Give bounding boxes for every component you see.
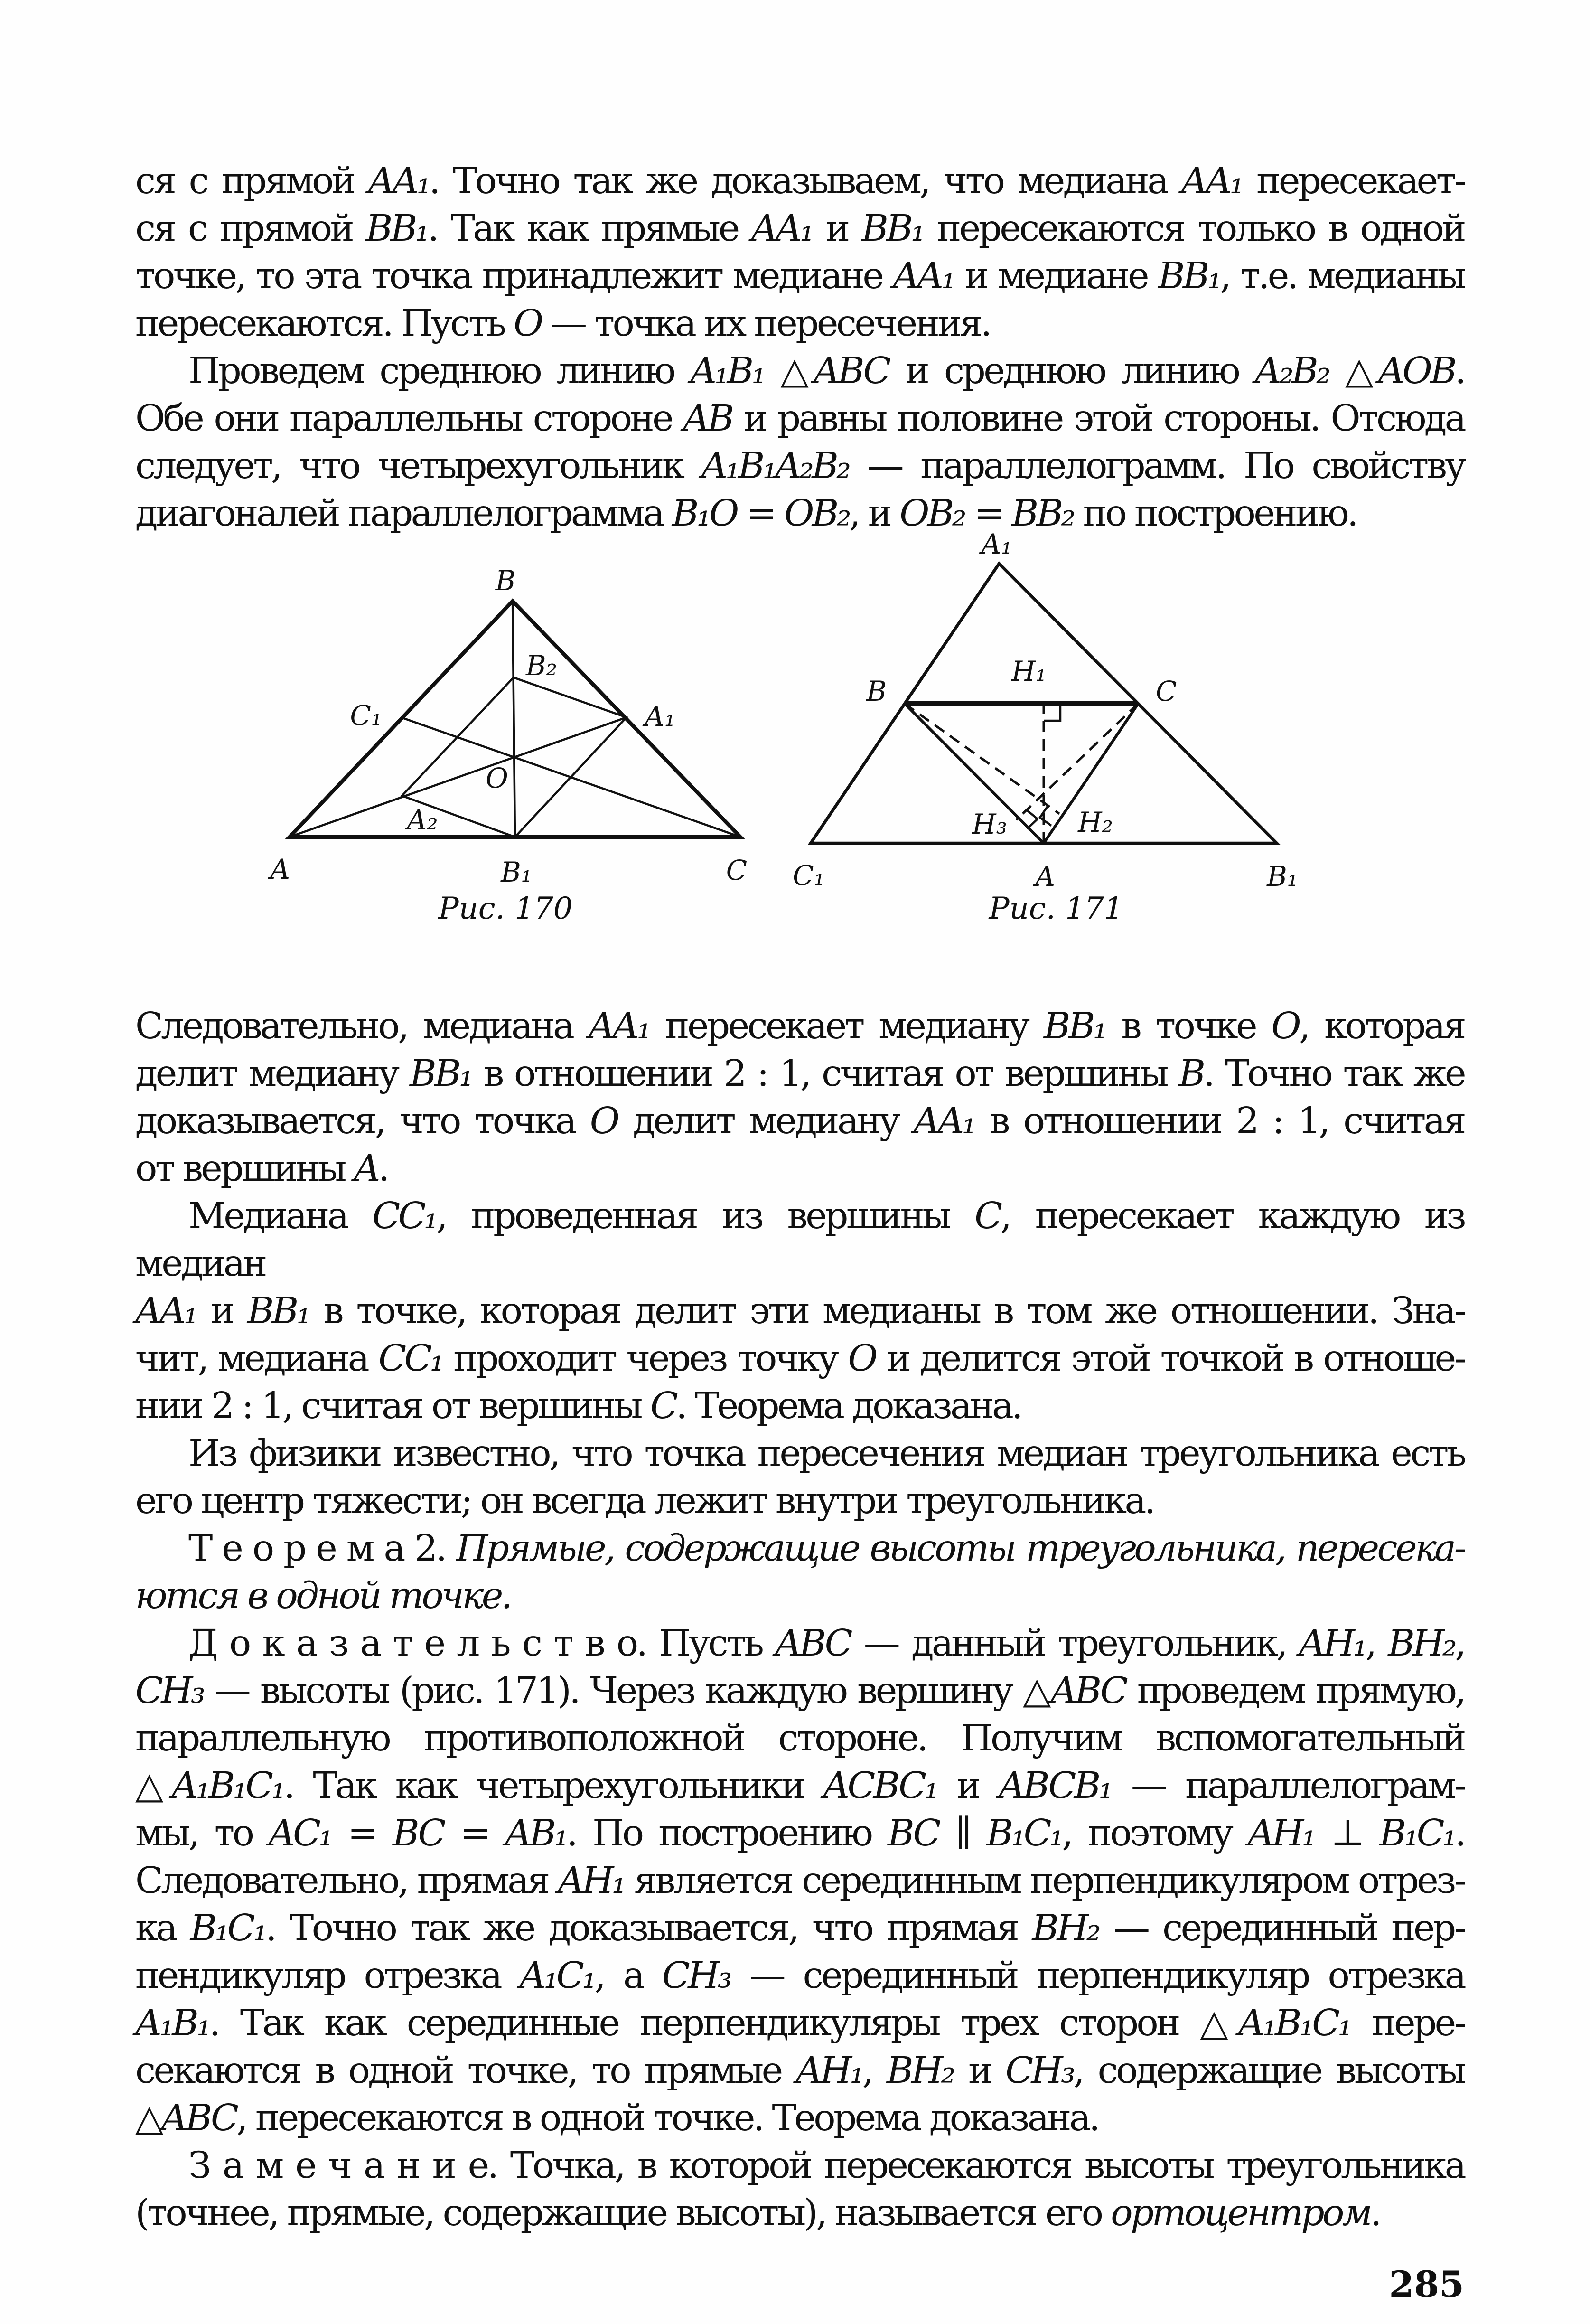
text-line xyxy=(135,1477,1464,1525)
text-run: △ xyxy=(135,1765,172,1807)
math-run: ABCB₁ xyxy=(999,1765,1111,1807)
text-line xyxy=(135,1383,1464,1430)
math-run: AH₁ xyxy=(1299,1622,1366,1665)
vertex-label-c1: C₁ xyxy=(793,859,825,892)
text-run: . Точно так же xyxy=(1203,1053,1464,1095)
math-run: ются в одной точке. xyxy=(135,1575,511,1617)
vertex-label-a2: A₂ xyxy=(407,804,438,836)
text-run: , xyxy=(1455,1622,1465,1665)
text-run: . Так как прямые xyxy=(427,207,752,250)
text-run: и xyxy=(936,1765,999,1807)
math-run: AB₁ xyxy=(505,1812,567,1854)
math-run: BH₂ xyxy=(1032,1907,1099,1949)
text-run: , а xyxy=(594,1955,662,1997)
text-run: — параллелограм- xyxy=(1111,1765,1464,1807)
text-run: и xyxy=(196,1290,247,1332)
math-run: CH₃ xyxy=(662,1955,730,1997)
math-run: AB xyxy=(683,397,732,440)
text-line xyxy=(135,1762,1464,1810)
math-run: BB₁ xyxy=(1158,255,1220,297)
text-run: ка xyxy=(135,1907,190,1949)
text-line xyxy=(135,1003,1464,1050)
text-run: . Так как четырехугольники xyxy=(283,1765,823,1807)
text-run: от вершины xyxy=(135,1148,354,1190)
math-run: AA₁ xyxy=(751,207,813,250)
text-run: является серединным перпендикуляром отрез- xyxy=(624,1860,1464,1902)
text-run: в отношении 2 : 1, считая xyxy=(974,1100,1464,1142)
math-run: CC₁ xyxy=(372,1195,437,1237)
math-run: C xyxy=(650,1385,676,1427)
text-run: , поэтому xyxy=(1062,1812,1248,1854)
text-line xyxy=(135,205,1464,253)
text-run: . Точно так же доказывается, что прямая xyxy=(265,1907,1032,1949)
text-line xyxy=(135,2000,1464,2047)
text-line xyxy=(135,1620,1464,1667)
math-run: ABC xyxy=(814,350,889,392)
text-run: в точке xyxy=(1105,1005,1272,1047)
math-run: AA₁ xyxy=(588,1005,649,1047)
math-run: A₁B₁A₂B₂ xyxy=(701,445,849,487)
text-run: — данный треугольник, xyxy=(850,1622,1299,1665)
text-run: пересекает- xyxy=(1242,160,1464,202)
text-run: , xyxy=(862,2050,887,2092)
text-run: пере- xyxy=(1350,2002,1464,2044)
math-run: AA₁ xyxy=(1181,160,1242,202)
text-run: Д о к а з а т е л ь с т в о. Пусть xyxy=(188,1622,776,1665)
text-line xyxy=(135,1857,1464,1905)
math-run: CH₃ xyxy=(1005,2050,1074,2092)
math-run: B₁C₁ xyxy=(190,1907,266,1949)
text-run: △ xyxy=(764,350,814,392)
text-run: проведем прямую, xyxy=(1126,1670,1464,1712)
text-run: делит медиану xyxy=(135,1053,410,1095)
text-run: секаются в одной точке, то прямые xyxy=(135,2050,796,2092)
text-line xyxy=(135,1430,1464,1477)
text-line xyxy=(135,1193,1464,1288)
math-run: AOB xyxy=(1378,350,1455,392)
math-run: A₁B₁ xyxy=(135,2002,209,2044)
text-run: Из физики известно, что точка пересечения медиан треугольника есть xyxy=(188,1432,1464,1475)
vertex-label-a1: A₁ xyxy=(645,700,676,733)
text-run: , пересекает каждую из медиан xyxy=(135,1195,1464,1285)
text-run: . Точно так же доказываем, что медиана xyxy=(429,160,1181,202)
text-line xyxy=(135,2095,1464,2142)
text-run: . xyxy=(378,1148,388,1190)
text-run: пендикуляр отрезка xyxy=(135,1955,520,1997)
math-run: AH₁ xyxy=(1248,1812,1314,1854)
math-run: ABC xyxy=(775,1622,851,1665)
math-run: BH₂ xyxy=(887,2050,954,2092)
math-run: AA₁ xyxy=(893,255,954,297)
text-run: ся с прямой xyxy=(135,207,366,250)
text-run: , которая xyxy=(1299,1005,1464,1047)
math-run: ACBC₁ xyxy=(823,1765,937,1807)
math-run: BC xyxy=(393,1812,444,1854)
text-run: в отношении 2 : 1, считая от вершины xyxy=(471,1053,1179,1095)
text-line xyxy=(135,300,1464,348)
math-run: AC₁ xyxy=(269,1812,331,1854)
text-run: ⊥ xyxy=(1314,1812,1380,1854)
text-line xyxy=(135,395,1464,442)
math-run: CC₁ xyxy=(378,1337,443,1380)
text-run: = xyxy=(737,492,785,535)
text-line xyxy=(135,490,1464,537)
text-run: и xyxy=(953,2050,1006,2092)
math-run: O xyxy=(1271,1005,1299,1047)
text-run: . xyxy=(1370,2192,1380,2234)
text-run: = xyxy=(443,1812,505,1854)
text-line xyxy=(135,1572,1464,1620)
page-number: 285 xyxy=(1389,2263,1464,2305)
text-run: и xyxy=(812,207,862,250)
text-line xyxy=(135,1050,1464,1098)
math-run: O xyxy=(589,1100,618,1142)
text-run: — параллелограмм. По свойству xyxy=(849,445,1464,487)
text-run: . По построению xyxy=(566,1812,888,1854)
median-bb1 xyxy=(513,601,515,837)
math-run: O xyxy=(848,1337,876,1380)
math-run: AH₁ xyxy=(558,1860,625,1902)
text-run: параллельную противоположной стороне. Получим вспомогательный xyxy=(135,1717,1464,1759)
math-run: O xyxy=(513,302,542,345)
text-run: нии 2 : 1, считая от вершины xyxy=(135,1385,650,1427)
text-run: Проведем среднюю линию xyxy=(188,350,691,392)
math-run: ABC xyxy=(1050,1670,1126,1712)
text-run: = xyxy=(964,492,1012,535)
vertex-label-b: B xyxy=(495,565,516,597)
text-run: , т.е. медианы xyxy=(1220,255,1464,297)
math-run: A₁B₁C₁ xyxy=(1238,2002,1350,2044)
math-run: CH₃ xyxy=(135,1670,204,1712)
vertex-label-h3: H₃ xyxy=(972,808,1007,840)
text-run: — серединный перпендикуляр отрезка xyxy=(730,1955,1464,1997)
text-run: Обе они параллельны стороне xyxy=(135,397,683,440)
vertex-label-a: A xyxy=(1035,860,1055,893)
text-line xyxy=(135,158,1464,205)
text-run: . Так как серединные перпендикуляры трех сторон △ xyxy=(209,2002,1238,2044)
math-run: B₁O xyxy=(672,492,737,535)
paragraphs-above-figures xyxy=(135,0,1464,537)
math-run: A₁B₁ xyxy=(690,350,764,392)
text-run: ∥ xyxy=(938,1812,987,1854)
text-run: . xyxy=(1455,350,1464,392)
text-run: и медиане xyxy=(954,255,1158,297)
math-run: AA₁ xyxy=(135,1290,196,1332)
math-run: BB₁ xyxy=(365,207,428,250)
math-run: ортоцентром xyxy=(1111,2192,1370,2234)
math-run: BB₁ xyxy=(1043,1005,1106,1047)
text-line xyxy=(135,1905,1464,1952)
text-run: доказывается, что точка xyxy=(135,1100,590,1142)
math-run: OB₂ xyxy=(784,492,849,535)
text-run: , проведенная из вершины xyxy=(436,1195,975,1237)
text-run: ся с прямой xyxy=(135,160,368,202)
math-run: OB₂ xyxy=(899,492,964,535)
text-run: З а м е ч а н и е. Точка, в которой пересекаются высоты треугольника xyxy=(188,2145,1464,2187)
math-run: BC xyxy=(888,1812,939,1854)
vertex-label-c1: C₁ xyxy=(350,699,382,732)
vertex-label-b2: B₂ xyxy=(526,649,557,682)
math-run: A₁C₁ xyxy=(519,1955,595,1997)
text-line xyxy=(135,1288,1464,1335)
text-run: △ xyxy=(1328,350,1378,392)
text-line xyxy=(135,348,1464,395)
vertex-label-a: A xyxy=(270,853,290,885)
text-run: по построению. xyxy=(1073,492,1356,535)
text-line xyxy=(135,253,1464,300)
vertex-label-c: C xyxy=(726,854,748,886)
math-run: C xyxy=(974,1195,1001,1237)
text-line xyxy=(135,1525,1464,1572)
math-run: B₁C₁ xyxy=(1379,1812,1455,1854)
figures-row xyxy=(0,528,1590,988)
text-run: мы, то xyxy=(135,1812,269,1854)
vertex-label-o: O xyxy=(486,762,508,794)
text-run: и равны половине этой стороны. Отсюда xyxy=(732,397,1464,440)
text-run: Следовательно, прямая xyxy=(135,1860,558,1902)
text-line xyxy=(135,1810,1464,1857)
text-run: Медиана xyxy=(188,1195,373,1237)
math-run: ABC xyxy=(161,2097,237,2139)
text-line xyxy=(135,1335,1464,1383)
figure-171-caption: Рис. 171 xyxy=(989,891,1123,926)
math-run: AA₁ xyxy=(913,1100,974,1142)
text-line xyxy=(135,2190,1464,2237)
math-run: B xyxy=(1178,1053,1204,1095)
vertex-label-b: B xyxy=(866,675,887,707)
math-run: A₁B₁C₁ xyxy=(171,1765,284,1807)
text-run: = xyxy=(331,1812,393,1854)
vertex-label-b1: B₁ xyxy=(501,856,532,888)
text-line xyxy=(135,1098,1464,1145)
text-run: в точке, которая делит эти медианы в том же отношении. Зна- xyxy=(309,1290,1464,1332)
vertex-label-a1: A₁ xyxy=(981,528,1012,560)
math-run: BB₂ xyxy=(1011,492,1074,535)
text-run: , пересекаются в одной точке. Теорема доказана. xyxy=(236,2097,1098,2139)
text-line xyxy=(135,1145,1464,1193)
text-run: , содержащие высоты xyxy=(1073,2050,1464,2092)
text-run: — точка их пересечения. xyxy=(541,302,990,345)
text-run: (точнее, прямые, содержащие высоты), называется его xyxy=(135,2192,1111,2234)
text-line xyxy=(135,2047,1464,2095)
text-run: . Теорема доказана. xyxy=(676,1385,1021,1427)
text-run: проходит через точку xyxy=(442,1337,848,1380)
text-run: его центр тяжести; он всегда лежит внутри треугольника. xyxy=(135,1480,1154,1522)
math-run: BH₂ xyxy=(1388,1622,1455,1665)
math-run: AH₁ xyxy=(796,2050,862,2092)
text-run: Т е о р е м а 2. xyxy=(188,1527,457,1570)
math-run: AA₁ xyxy=(368,160,429,202)
text-run: и делится этой точкой в отноше- xyxy=(875,1337,1464,1380)
text-line xyxy=(135,2142,1464,2190)
math-run: A xyxy=(354,1148,378,1190)
text-run: △ xyxy=(135,2097,161,2139)
math-run: Прямые, содержащие высоты треугольника, пересека- xyxy=(456,1527,1464,1570)
math-run: B₁C₁ xyxy=(986,1812,1062,1854)
math-run: A₂B₂ xyxy=(1254,350,1329,392)
math-run: BB₁ xyxy=(861,207,924,250)
text-run: — серединный пер- xyxy=(1099,1907,1464,1949)
text-line xyxy=(135,442,1464,490)
figure-170-medians-diagram xyxy=(266,565,748,888)
figure-170-caption: Рис. 170 xyxy=(438,891,573,926)
text-run: , и xyxy=(849,492,900,535)
altitude-ch3-dashed xyxy=(1016,704,1138,820)
text-line xyxy=(135,1667,1464,1715)
text-line xyxy=(135,1952,1464,2000)
text-run: , xyxy=(1365,1622,1388,1665)
text-run: следует, что четырехугольник xyxy=(135,445,701,487)
text-run: точке, то эта точка принадлежит медиане xyxy=(135,255,893,297)
text-run: пересекаются только в одной xyxy=(923,207,1465,250)
right-angle-mark-h2 xyxy=(1040,806,1051,826)
text-run: Следовательно, медиана xyxy=(135,1005,589,1047)
figure-171-altitudes-diagram xyxy=(788,528,1324,908)
vertex-label-b1: B₁ xyxy=(1267,860,1298,893)
text-run: — высоты (рис. 171). Через каждую вершину △ xyxy=(203,1670,1051,1712)
text-run: диагоналей параллелограмма xyxy=(135,492,672,535)
text-run: и среднюю линию xyxy=(889,350,1255,392)
vertex-label-h1: H₁ xyxy=(1011,655,1047,687)
text-run: пересекает медиану xyxy=(649,1005,1044,1047)
vertex-label-c: C xyxy=(1156,675,1177,707)
text-line xyxy=(135,1715,1464,1762)
text-run: делит медиану xyxy=(617,1100,914,1142)
vertex-label-h2: H₂ xyxy=(1078,806,1113,838)
text-run: пересекаются. Пусть xyxy=(135,302,514,345)
paragraphs-below-figures xyxy=(135,1003,1464,2237)
text-run: чит, медиана xyxy=(135,1337,379,1380)
text-run: . xyxy=(1455,1812,1464,1854)
math-run: BB₁ xyxy=(410,1053,472,1095)
altitude-bh2-dashed xyxy=(905,704,1059,814)
math-run: BB₁ xyxy=(247,1290,309,1332)
